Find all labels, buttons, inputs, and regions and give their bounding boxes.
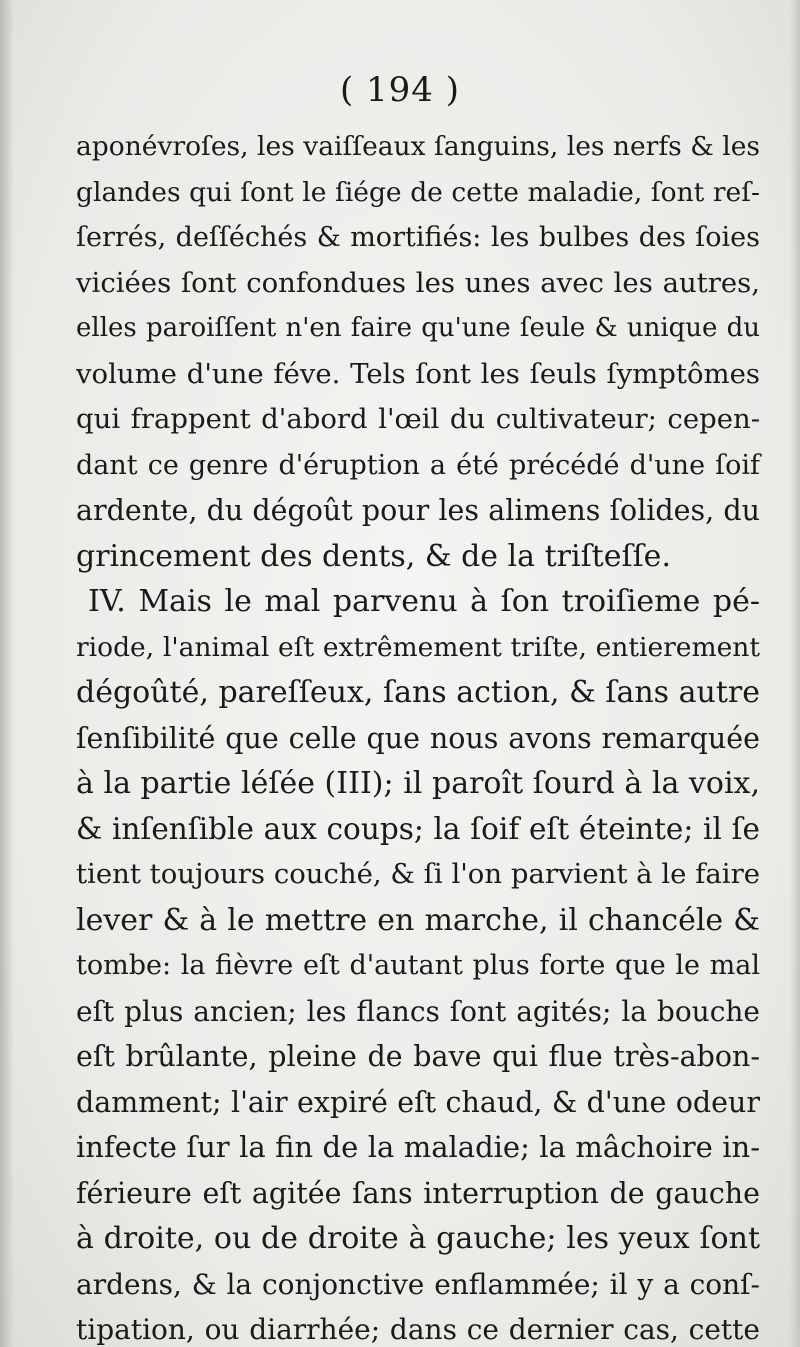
text-line: dégoûté, pareſſeux, ſans action, & ſans autre: [76, 675, 760, 710]
text-line: tient toujours couché, & ſi l'on parvient à le faire: [76, 858, 760, 890]
text-line: volume d'une féve. Tels ſont les ſeuls ſymptômes: [76, 357, 760, 390]
text-line: eſt brûlante, pleine de bave qui flue très-abon-: [76, 1040, 760, 1073]
text-line: ardens, & la conjonctive enflammée; il y a conſ-: [76, 1267, 760, 1301]
text-line: infecte ſur la fin de la maladie; la mâchoire in-: [76, 1130, 760, 1164]
page-shadow-right: [790, 0, 800, 1347]
text-line: eſt plus ancien; les flancs ſont agités; la bouche: [76, 994, 760, 1028]
text-line: ſenſibilité que celle que nous avons remarquée: [76, 721, 760, 755]
text-line: ardente, du dégoût pour les alimens ſolides, du: [76, 494, 760, 527]
text-line: tombe: la fièvre eſt d'autant plus forte que le mal: [76, 950, 760, 981]
page-number: ( 194 ): [339, 70, 461, 110]
text-line: glandes qui ſont le ſiége de cette maladie, ſont reſ-: [76, 176, 760, 208]
text-line: damment; l'air expiré eſt chaud, & d'une odeur: [76, 1085, 760, 1119]
text-line: qui frappent d'abord l'œil du cultivateur; cepen-: [76, 403, 760, 435]
text-line: ſerrés, deſſéchés & mortifiés: les bulbes des ſoies: [76, 222, 760, 253]
text-line: tipation, ou diarrhée; dans ce dernier cas, cette: [76, 1313, 760, 1346]
text-line: viciées ſont confondues les unes avec les autres,: [76, 266, 760, 299]
text-line: & inſenſible aux coups; la ſoif eſt éteinte; il ſe: [76, 811, 760, 846]
text-line: dant ce genre d'éruption a été précédé d'une ſoif: [76, 449, 760, 481]
text-line: aponévroſes, les vaiſſeaux ſanguins, les nerfs & les: [76, 131, 760, 162]
text-line: à la partie léſée (III); il paroît ſourd à la voix,: [76, 766, 760, 801]
paragraph-end-line: grincement des dents, & de la triſteſſe.: [76, 538, 671, 574]
text-line: riode, l'animal eſt extrêmement triſte, entierement: [76, 631, 760, 663]
text-line: à droite, ou de droite à gauche; les yeux ſont: [76, 1221, 760, 1256]
body-text: [76, 124, 760, 1347]
page-shadow-left: [0, 0, 14, 1347]
text-line: lever & à le mettre en marche, il chancéle &: [76, 902, 760, 938]
section-iv-start-line: IV. Mais le mal parvenu à ſon troiſieme pé-: [88, 584, 760, 619]
text-line: férieure eſt agitée ſans interruption de gauche: [76, 1176, 760, 1210]
text-line: elles paroiſſent n'en faire qu'une ſeule & unique du: [76, 313, 760, 343]
